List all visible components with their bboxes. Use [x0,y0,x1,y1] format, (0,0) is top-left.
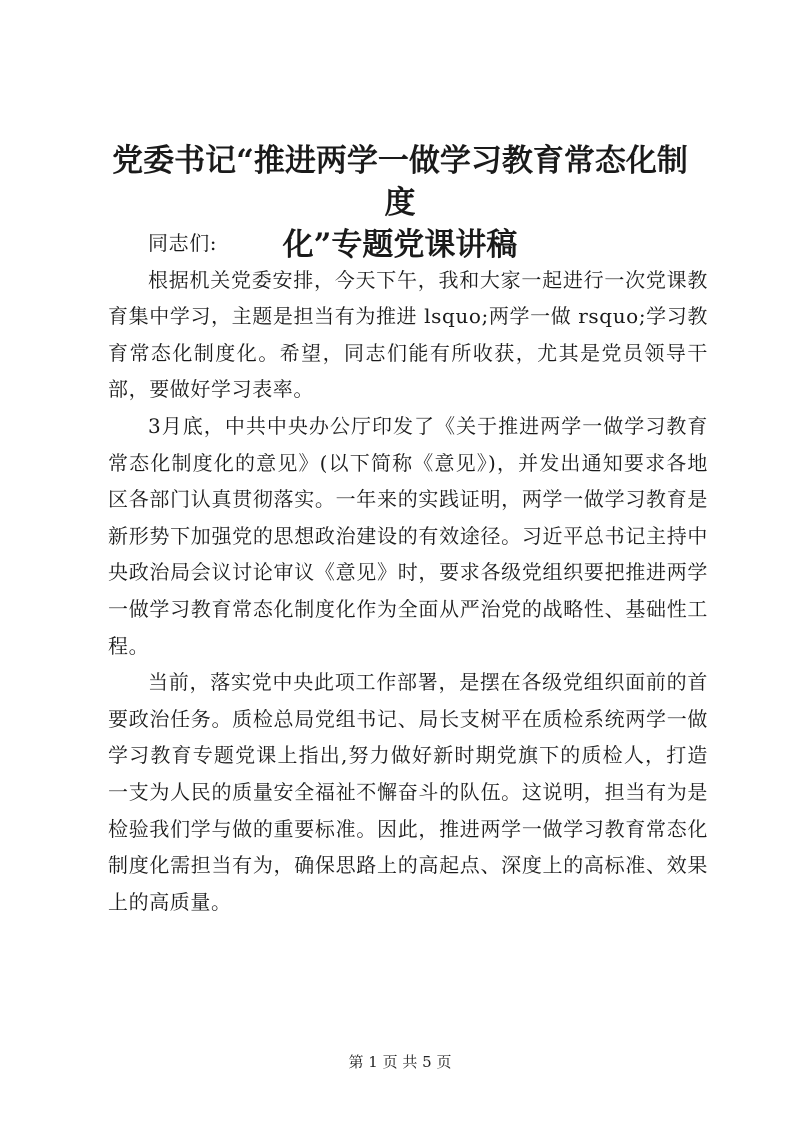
title-line-2: 化”专题党课讲稿 [282,227,518,263]
body-paragraph-1: 根据机关党委安排，今天下午，我和大家一起进行一次党课教育集中学习，主题是担当有为推进 lsquo;两学一做 rsquo;学习教育常态化制度化。希望，同志们能有所收获，尤其是党员领导干部，要做好学习表率。 [108,267,708,402]
page-number-footer: 第 1 页 共 5 页 [348,1053,452,1071]
document-body [108,225,708,920]
body-paragraph-2: 3月底，中共中央办公厅印发了《关于推进两学一做学习教育常态化制度化的意见》(以下简称《意见》)，并发出通知要求各地区各部门认真贯彻落实。一年来的实践证明，两学一做学习教育是新形势下加强党的思想政治建设的有效途径。习近平总书记主持中央政治局会议讨论审议《意见》时，要求各级党组织要把推进两学一做学习教育常态化制度化作为全面从严治党的战略性、基础性工程。 [108,413,708,658]
body-paragraph-3: 当前，落实党中央此项工作部署，是摆在各级党组织面前的首要政治任务。质检总局党组书记、局长支树平在质检系统两学一做学习教育专题党课上指出,努力做好新时期党旗下的质检人，打造一支为人民的质量安全福祉不懈奋斗的队伍。这说明，担当有为是检验我们学与做的重要标准。因此，推进两学一做学习教育常态化制度化需担当有为，确保思路上的高起点、深度上的高标准、效果上的高质量。 [108,670,708,914]
salutation-paragraph: 同志们: [148,231,218,255]
title-line-1: 党委书记“推进两学一做学习教育常态化制度 [112,143,688,221]
